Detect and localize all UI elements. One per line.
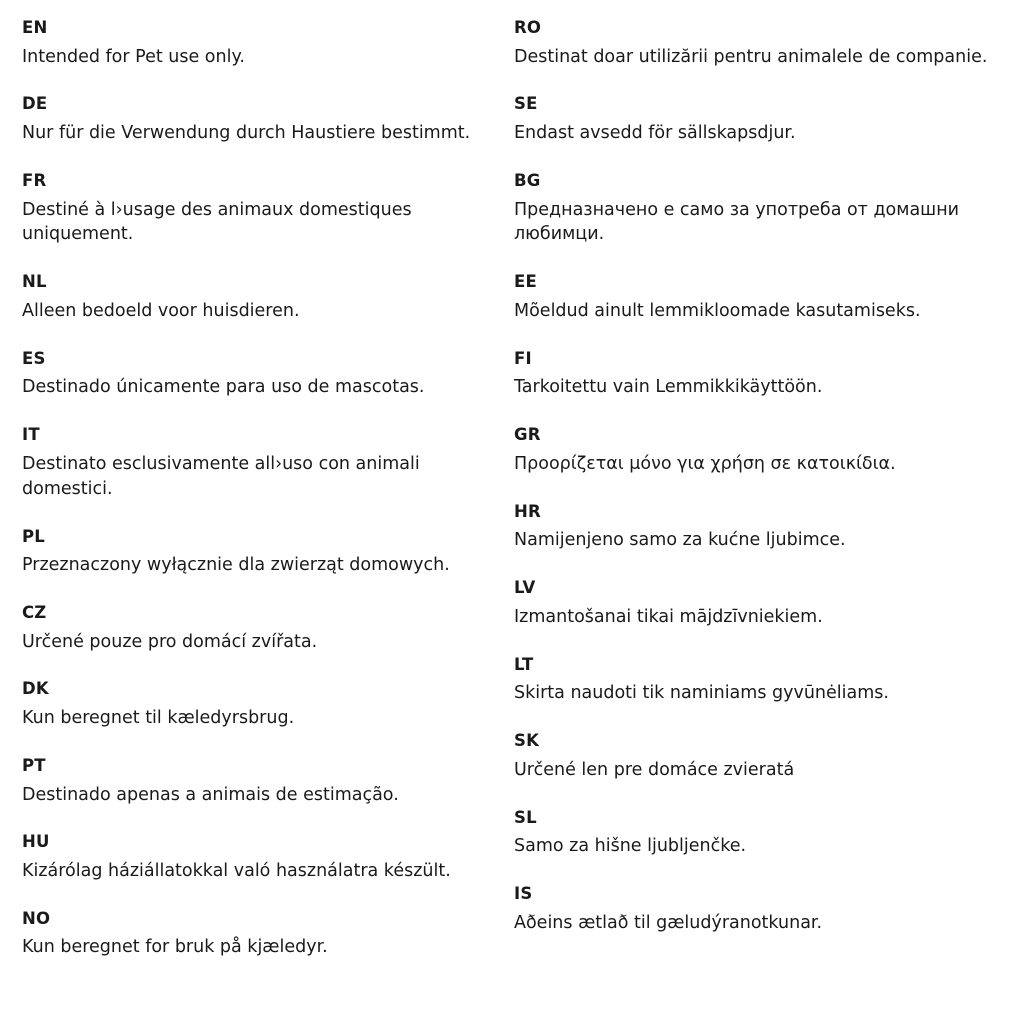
language-entry-fr bbox=[22, 171, 514, 247]
language-code: SL bbox=[514, 807, 537, 827]
language-code: IT bbox=[22, 425, 40, 445]
language-code: IS bbox=[514, 884, 533, 903]
language-text: Určené pouze pro domácí zvířata. bbox=[22, 631, 318, 652]
language-code: FI bbox=[514, 348, 532, 368]
language-text: Kun beregnet for bruk på kjæledyr. bbox=[22, 937, 328, 958]
language-code: FR bbox=[22, 170, 47, 190]
language-text: Alleen bedoeld voor huisdieren. bbox=[22, 300, 300, 321]
language-code: NO bbox=[22, 908, 51, 928]
language-entry-lv bbox=[514, 578, 1006, 629]
language-text: Určené len pre domáce zvieratá bbox=[514, 759, 795, 780]
language-entry-hu bbox=[22, 832, 514, 883]
language-text: Προορίζεται μόνο για χρήση σε κατοικίδια. bbox=[514, 453, 896, 474]
language-text: Skirta naudoti tik naminiams gyvūnėliams. bbox=[514, 683, 889, 704]
language-text: Nur für die Verwendung durch Haustiere bestimmt. bbox=[22, 123, 471, 144]
language-entry-ro bbox=[514, 18, 1006, 69]
language-entry-it bbox=[22, 425, 514, 501]
language-text: Endast avsedd för sällskapsdjur. bbox=[514, 123, 796, 144]
language-entry-dk bbox=[22, 679, 514, 730]
language-text: Tarkoitettu vain Lemmikkikäyttöön. bbox=[514, 377, 823, 398]
language-code: LT bbox=[514, 654, 534, 674]
language-entry-se bbox=[514, 94, 1006, 145]
language-entry-sl bbox=[514, 808, 1006, 859]
language-code: ES bbox=[22, 348, 46, 368]
language-text: Destinat doar utilizării pentru animalele de companie. bbox=[514, 46, 988, 67]
language-code: HU bbox=[22, 832, 50, 852]
language-entry-en bbox=[22, 18, 514, 69]
language-entry-es bbox=[22, 349, 514, 400]
language-code: BG bbox=[514, 170, 541, 190]
language-code: LV bbox=[514, 578, 536, 598]
language-entry-de bbox=[22, 94, 514, 145]
language-text: Destinado apenas a animais de estimação. bbox=[22, 784, 399, 805]
language-text: Aðeins ætlað til gæludýranotkunar. bbox=[514, 912, 823, 933]
language-text: Przeznaczony wyłącznie dla zwierząt domowych. bbox=[22, 555, 450, 576]
language-entry-ee bbox=[514, 272, 1006, 323]
language-code: EN bbox=[22, 18, 48, 37]
language-text: Kizárólag háziállatokkal való használatra készült. bbox=[22, 861, 451, 881]
language-entry-nl bbox=[22, 272, 514, 323]
language-entry-pt bbox=[22, 756, 514, 807]
language-text: Kun beregnet til kæledyrsbrug. bbox=[22, 708, 295, 729]
language-code: GR bbox=[514, 425, 541, 445]
language-code: EE bbox=[514, 272, 537, 292]
right-language-column bbox=[514, 18, 1006, 935]
language-entry-bg bbox=[514, 171, 1006, 247]
language-entry-hr bbox=[514, 502, 1006, 553]
language-text: Предназначено е само за употреба от домашни любимци. bbox=[514, 199, 960, 245]
language-text: Destinado únicamente para uso de mascotas. bbox=[22, 377, 425, 398]
language-entry-is bbox=[514, 884, 1006, 935]
language-code: DE bbox=[22, 94, 48, 114]
language-text: Destinato esclusivamente all›uso con animali domestici. bbox=[22, 453, 420, 499]
language-text: Samo za hišne ljubljenčke. bbox=[514, 836, 747, 857]
language-code: RO bbox=[514, 18, 542, 37]
language-text: Intended for Pet use only. bbox=[22, 46, 245, 67]
language-code: SK bbox=[514, 731, 540, 751]
language-code: CZ bbox=[22, 602, 47, 622]
language-code: SE bbox=[514, 94, 538, 114]
language-entry-pl bbox=[22, 527, 514, 578]
language-entry-lt bbox=[514, 655, 1006, 706]
language-text: Namijenjeno samo za kućne ljubimce. bbox=[514, 530, 846, 551]
language-text: Destiné à l›usage des animaux domestiques uniquement. bbox=[22, 199, 412, 245]
language-text: Izmantošanai tikai mājdzīvniekiem. bbox=[514, 606, 823, 627]
language-entry-no bbox=[22, 909, 514, 960]
language-entry-fi bbox=[514, 349, 1006, 400]
language-entry-gr bbox=[514, 425, 1006, 476]
language-code: HR bbox=[514, 501, 541, 521]
language-code: DK bbox=[22, 679, 49, 699]
language-text: Mõeldud ainult lemmikloomade kasutamiseks. bbox=[514, 300, 921, 321]
language-code: PT bbox=[22, 755, 46, 775]
language-code: PL bbox=[22, 526, 46, 546]
language-entry-sk bbox=[514, 731, 1006, 782]
language-code: NL bbox=[22, 272, 47, 292]
left-language-column bbox=[22, 18, 514, 960]
language-entry-cz bbox=[22, 603, 514, 654]
